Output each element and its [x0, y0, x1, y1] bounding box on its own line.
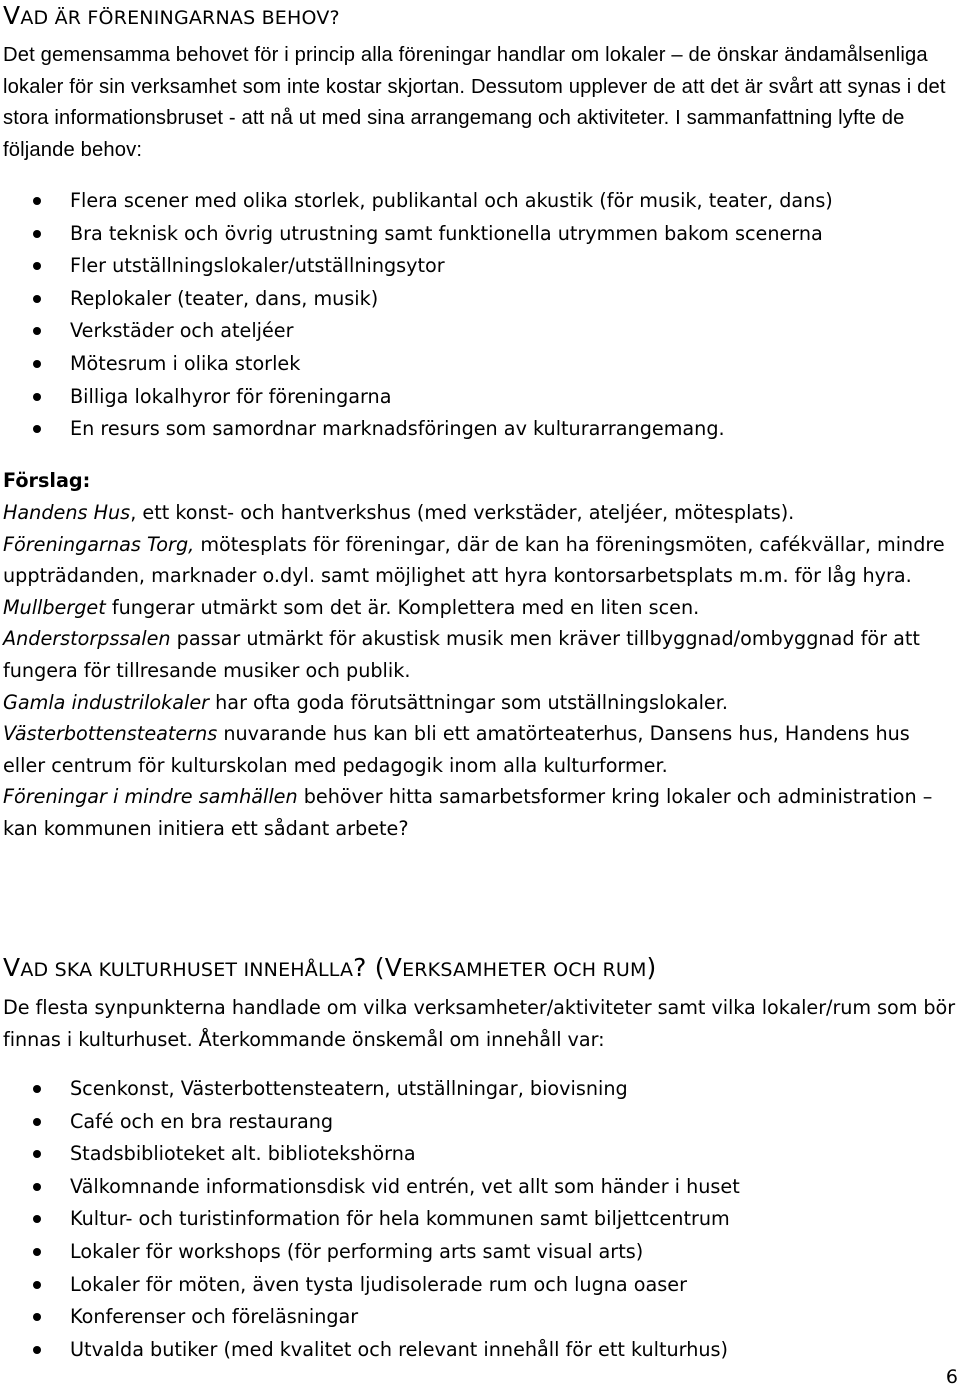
- section-heading-needs: [3, 0, 340, 34]
- list-item: Mötesrum i olika storlek: [0, 348, 950, 381]
- list-item: Verkstäder och ateljéer: [0, 315, 950, 348]
- bullet-icon: [33, 1118, 41, 1126]
- heading-initial: V: [3, 1, 21, 30]
- bullet-icon: [33, 1281, 41, 1289]
- list-item: Kultur- och turistinformation för hela kommunen samt biljettcentrum: [0, 1203, 950, 1236]
- proposal-item: Mullberget fungerar utmärkt som det är. Komplettera med en liten scen.: [3, 595, 700, 619]
- list-item: Scenkonst, Västerbottensteatern, utställningar, biovisning: [0, 1073, 950, 1106]
- section-heading-contents: VAD SKA KULTURHUSET INNEHÅLLA? (VERKSAMHETER OCH RUM): [3, 953, 657, 982]
- proposal-item: Föreningarnas Torg, mötesplats för föreningar, där de kan ha föreningsmöten, cafékvällar, mindre uppträdanden, marknader o.dyl. samt möjlighet att hyra kontorsarbetsplats m.m. för låg hyra.: [3, 532, 945, 588]
- list-item: Replokaler (teater, dans, musik): [0, 283, 950, 316]
- proposal-item: Handens Hus, ett konst- och hantverkshus (med verkstäder, ateljéer, mötesplats).: [3, 501, 795, 524]
- proposal-item: Västerbottensteaterns nuvarande hus kan bli ett amatörteaterhus, Dansens hus, Handens hus eller centrum för kulturskolan med pedagogik inom alla kulturformer.: [3, 722, 910, 777]
- list-item: Flera scener med olika storlek, publikantal och akustik (för musik, teater, dans): [0, 185, 950, 218]
- proposal-item: Gamla industrilokaler har ofta goda förutsättningar som utställningslokaler.: [3, 690, 728, 714]
- bullet-icon: [33, 1313, 41, 1321]
- list-item: Lokaler för workshops (för performing arts samt visual arts): [0, 1236, 950, 1269]
- contents-bullet-list: [0, 1073, 950, 1366]
- bullet-icon: [33, 197, 41, 205]
- bullet-icon: [33, 1085, 41, 1093]
- list-item: Stadsbiblioteket alt. bibliotekshörna: [0, 1138, 950, 1171]
- proposal-label: Förslag:: [3, 469, 91, 492]
- needs-intro-paragraph: Det gemensamma behovet för i princip alla föreningar handlar om lokaler – de önskar ändamålsenliga lokaler för sin verksamhet som inte kostar skjortan. Dessutom upplever de att det är svårt att synas i det stora informationsbruset - att nå ut med sina arrangemang och aktiviteter. I sammanfattning lyfte de följande behov:: [3, 44, 946, 161]
- list-item: Konferenser och föreläsningar: [0, 1301, 950, 1334]
- bullet-icon: [33, 295, 41, 303]
- bullet-icon: [33, 230, 41, 238]
- list-item: Välkomnande informationsdisk vid entrén, vet allt som händer i huset: [0, 1171, 950, 1204]
- contents-intro-paragraph: De flesta synpunkterna handlade om vilka verksamheter/aktiviteter samt vilka lokaler/rum som bör finnas i kulturhuset. Återkommande önskemål om innehåll var:: [3, 996, 956, 1051]
- bullet-icon: [33, 393, 41, 401]
- bullet-icon: [33, 1346, 41, 1354]
- list-item: Fler utställningslokaler/utställningsytor: [0, 250, 950, 283]
- list-item: Utvalda butiker (med kvalitet och relevant innehåll för ett kulturhus): [0, 1334, 950, 1367]
- bullet-icon: [33, 425, 41, 433]
- bullet-icon: [33, 262, 41, 270]
- bullet-icon: [33, 1248, 41, 1256]
- bullet-icon: [33, 360, 41, 368]
- needs-bullet-list: [0, 185, 950, 446]
- list-item: Lokaler för möten, även tysta ljudisolerade rum och lugna oaser: [0, 1269, 950, 1302]
- proposal-item: Föreningar i mindre samhällen behöver hitta samarbetsformer kring lokaler och administration – kan kommunen initiera ett sådant arbete?: [3, 785, 933, 840]
- proposals-block: [3, 497, 953, 845]
- list-item: En resurs som samordnar marknadsföringen av kulturarrangemang.: [0, 413, 950, 446]
- bullet-icon: [33, 1215, 41, 1223]
- heading-rest: AD ÄR FÖRENINGARNAS BEHOV?: [20, 7, 340, 29]
- page-number: 6: [945, 1366, 958, 1388]
- list-item: Bra teknisk och övrig utrustning samt funktionella utrymmen bakom scenerna: [0, 218, 950, 251]
- bullet-icon: [33, 1183, 41, 1191]
- proposal-item: Anderstorpssalen passar utmärkt för akustisk musik men kräver tillbyggnad/ombyggnad för att fungera för tillresande musiker och publik.: [3, 627, 920, 682]
- bullet-icon: [33, 1150, 41, 1158]
- list-item: Billiga lokalhyror för föreningarna: [0, 381, 950, 414]
- list-item: Café och en bra restaurang: [0, 1106, 950, 1139]
- bullet-icon: [33, 327, 41, 335]
